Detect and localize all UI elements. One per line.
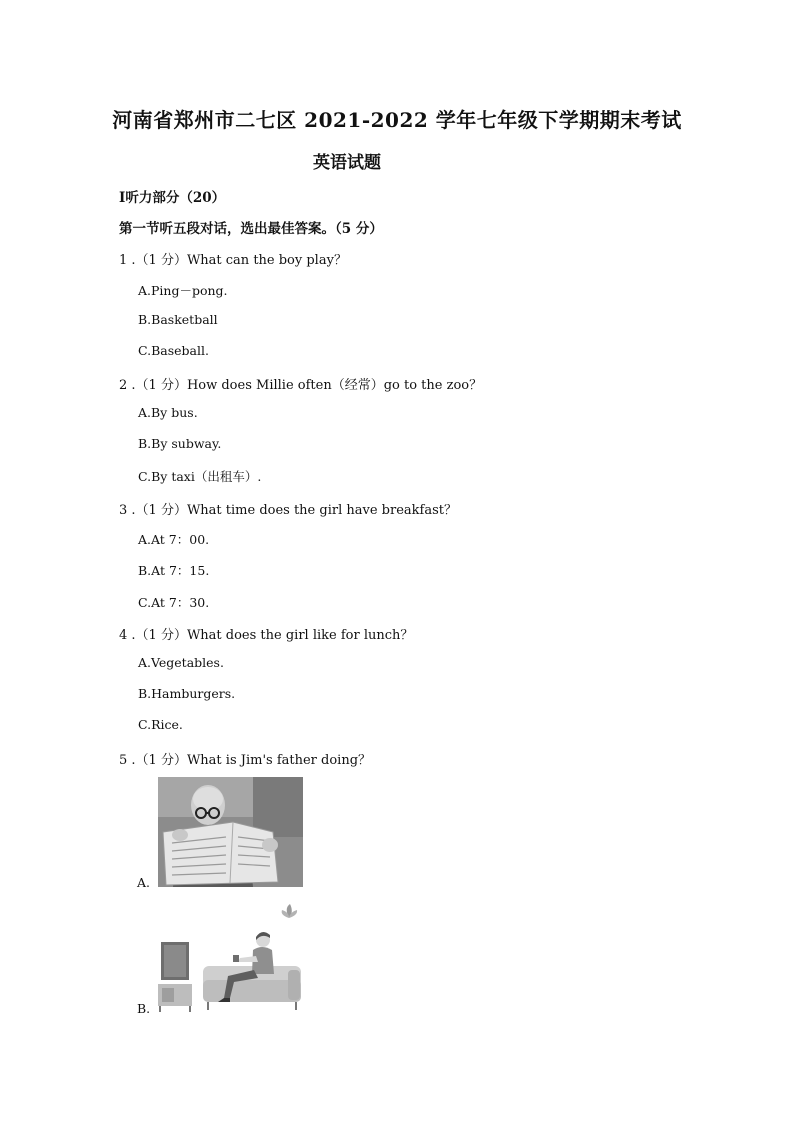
document-title: 河南省郑州市二七区 2021-2022 学年七年级下学期期末考试 — [112, 108, 682, 132]
option-c: C.At 7：30. — [138, 595, 210, 610]
option-b-label: B. — [137, 1001, 151, 1016]
option-a: A.By bus. — [138, 405, 198, 420]
question-stem: 4 .（1 分）What does the girl like for lunch？ — [119, 628, 414, 643]
option-a: A.Ping－pong. — [138, 283, 228, 298]
option-c: C.By taxi（出租车）. — [138, 469, 262, 484]
question-stem: 2 .（1 分）How does Millie often（经常）go to the zoo？ — [119, 378, 483, 393]
man-watching-tv-image — [158, 900, 303, 1015]
man-reading-newspaper-image — [158, 777, 303, 887]
option-c: C.Rice. — [138, 717, 183, 732]
section-heading: 第一节听五段对话，选出最佳答案。（5 分） — [119, 221, 383, 237]
question-stem: 1 .（1 分）What can the boy play？ — [119, 253, 347, 268]
question-stem: 5 .（1 分）What is Jim's father doing？ — [119, 753, 372, 768]
part-heading: Ⅰ听力部分（20） — [119, 190, 226, 206]
option-b: B.By subway. — [138, 436, 222, 451]
question-stem: 3 .（1 分）What time does the girl have breakfast？ — [119, 503, 457, 518]
option-c: C.Baseball. — [138, 343, 209, 358]
option-b: B.Hamburgers. — [138, 686, 236, 701]
option-b: B.Basketball — [138, 312, 218, 327]
option-a-label: A. — [137, 875, 151, 890]
option-a: A.Vegetables. — [138, 655, 224, 670]
option-b: B.At 7：15. — [138, 563, 210, 578]
document-subtitle: 英语试题 — [313, 153, 381, 173]
option-a: A.At 7：00. — [138, 532, 210, 547]
